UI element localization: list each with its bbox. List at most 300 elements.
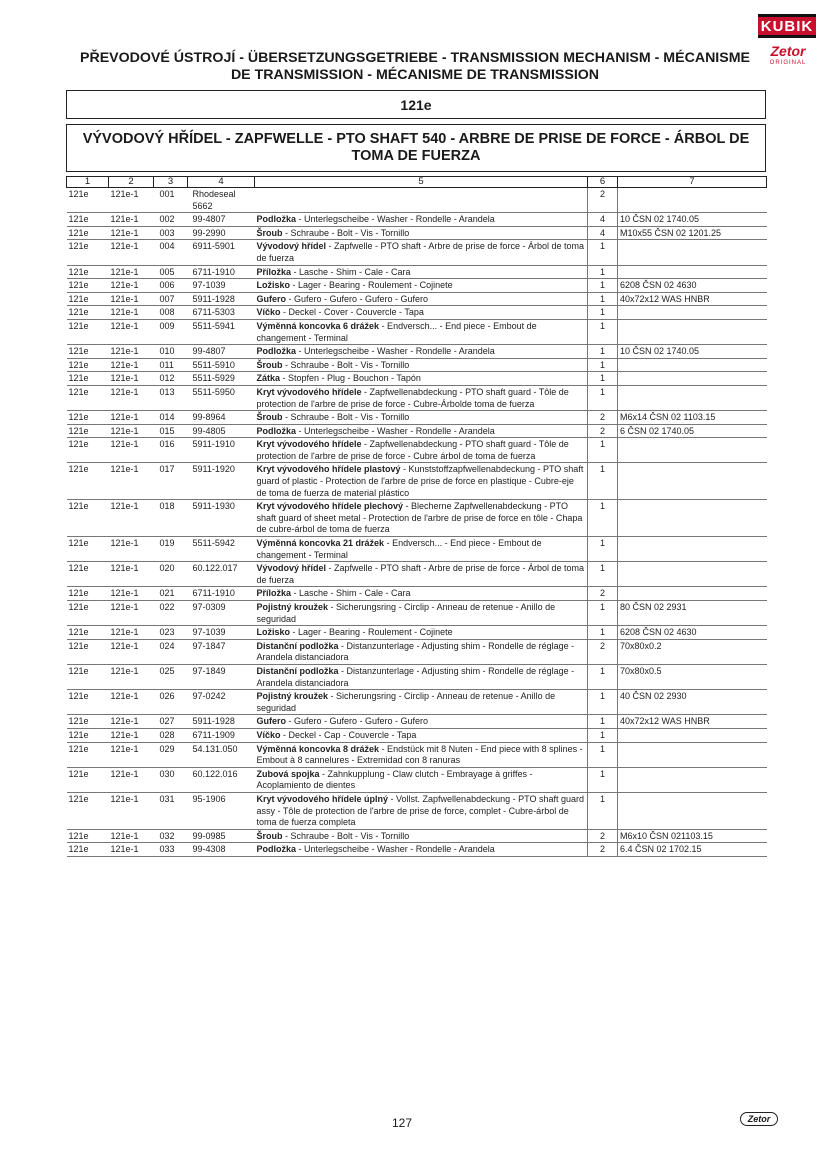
table-row [67,715,767,729]
quantity-cell: 1 [588,292,618,306]
description-text: - Zapfwellenabdeckung - PTO shaft guard - Tôle de protection de l'arbre de prise de force - Cubre-Árbolde toma de fuerza [256,386,569,409]
table-row [67,463,767,500]
position-cell: 017 [154,463,188,500]
part-number-cell: 6911-5901 [188,240,255,265]
description-bold: Víčko [256,307,281,318]
subgroup-cell: 121e-1 [109,843,154,857]
quantity-cell: 1 [588,728,618,742]
group-cell: 121e [67,463,109,500]
part-number-cell: 6711-1910 [188,587,255,601]
group-subtitle: VÝVODOVÝ HŘÍDEL - ZAPFWELLE - PTO SHAFT 540 - ARBRE DE PRISE DE FORCE - ÁRBOL DE TOMA DE FUERZA [66,124,766,172]
position-cell: 025 [154,664,188,689]
table-row [67,358,767,372]
note-cell [618,792,767,829]
subgroup-cell: 121e-1 [109,587,154,601]
footer-zetor-logo: Zetor [740,1112,778,1126]
description-text: - Sicherungsring - Circlip - Anneau de retenue - Anillo de seguridad [256,602,556,624]
position-cell: 009 [154,319,188,344]
table-row [67,411,767,425]
description-bold: Vývodový hřídel [256,241,327,252]
position-cell: 029 [154,742,188,767]
quantity-cell: 2 [588,829,618,843]
note-cell [618,306,767,320]
position-cell: 019 [154,537,188,562]
description-bold: Víčko [256,729,281,740]
description-bold: Zátka [256,373,281,384]
note-cell: 6 ČSN 02 1740.05 [618,424,767,438]
description-cell [255,306,588,320]
subgroup-cell: 121e-1 [109,537,154,562]
table-row [67,292,767,306]
part-number-cell: 60.122.017 [188,562,255,587]
group-cell: 121e [67,742,109,767]
subgroup-cell: 121e-1 [109,226,154,240]
description-cell [255,664,588,689]
position-cell: 020 [154,562,188,587]
subgroup-cell: 121e-1 [109,188,154,213]
position-cell: 031 [154,792,188,829]
description-text: - Deckel - Cap - Couvercle - Tapa [280,729,417,740]
group-cell: 121e [67,601,109,626]
description-cell [255,424,588,438]
subgroup-cell: 121e-1 [109,424,154,438]
description-bold: Ložisko [256,627,291,638]
note-cell [618,265,767,279]
description-cell [255,188,588,213]
note-cell [618,240,767,265]
group-cell: 121e [67,424,109,438]
description-cell [255,601,588,626]
description-cell [255,345,588,359]
position-cell: 014 [154,411,188,425]
table-header [67,177,767,188]
column-header: 4 [188,177,255,188]
subgroup-cell: 121e-1 [109,601,154,626]
group-cell: 121e [67,562,109,587]
subgroup-cell: 121e-1 [109,411,154,425]
table-row [67,226,767,240]
part-number-cell: 99-4807 [188,213,255,227]
table-row [67,601,767,626]
table-row [67,265,767,279]
part-number-cell: 5911-1930 [188,500,255,537]
group-cell: 121e [67,639,109,664]
position-cell: 027 [154,715,188,729]
part-number-cell: 99-2990 [188,226,255,240]
description-bold: Ložisko [256,280,291,291]
table-row [67,792,767,829]
position-cell: 016 [154,438,188,463]
subgroup-cell: 121e-1 [109,306,154,320]
subgroup-cell: 121e-1 [109,240,154,265]
subgroup-cell: 121e-1 [109,690,154,715]
group-cell: 121e [67,411,109,425]
group-cell: 121e [67,500,109,537]
position-cell: 004 [154,240,188,265]
description-bold: Gufero [256,716,287,727]
description-text: - Lasche - Shim - Cale - Cara [291,588,411,599]
group-cell: 121e [67,240,109,265]
description-text: - Gufero - Gufero - Gufero - Gufero [286,293,429,304]
note-cell [618,537,767,562]
group-cell: 121e [67,728,109,742]
part-number-cell: 5911-1928 [188,715,255,729]
table-row [67,213,767,227]
parts-table [66,176,767,857]
subgroup-cell: 121e-1 [109,463,154,500]
subgroup-cell: 121e-1 [109,265,154,279]
group-cell: 121e [67,319,109,344]
table-row [67,500,767,537]
subgroup-cell: 121e-1 [109,358,154,372]
description-text: - Schraube - Bolt - Vis - Tornillo [282,412,410,423]
column-header: 2 [109,177,154,188]
group-cell: 121e [67,767,109,792]
quantity-cell: 4 [588,226,618,240]
subgroup-cell: 121e-1 [109,562,154,587]
position-cell: 018 [154,500,188,537]
group-cell: 121e [67,306,109,320]
position-cell: 010 [154,345,188,359]
quantity-cell: 1 [588,306,618,320]
description-bold: Výměnná koncovka 6 drážek [256,320,380,331]
subgroup-cell: 121e-1 [109,372,154,386]
position-cell: 011 [154,358,188,372]
part-number-cell: 97-0242 [188,690,255,715]
description-cell [255,411,588,425]
column-header: 6 [588,177,618,188]
description-text: - Unterlegscheibe - Washer - Rondelle - Arandela [296,214,495,225]
description-text: - Stopfen - Plug - Bouchon - Tapón [280,373,421,384]
position-cell: 024 [154,639,188,664]
note-cell [618,438,767,463]
group-cell: 121e [67,213,109,227]
quantity-cell: 1 [588,664,618,689]
group-cell: 121e [67,792,109,829]
description-bold: Šroub [256,830,283,841]
subgroup-cell: 121e-1 [109,385,154,410]
column-header: 3 [154,177,188,188]
description-cell [255,639,588,664]
table-row [67,385,767,410]
table-row [67,728,767,742]
table-row [67,639,767,664]
description-bold: Vývodový hřídel [256,563,327,574]
part-number-cell: 99-4308 [188,843,255,857]
description-bold: Distanční podložka [256,665,339,676]
quantity-cell: 2 [588,424,618,438]
position-cell: 030 [154,767,188,792]
description-text: - Zapfwelle - PTO shaft - Arbre de prise de force - Árbol de toma de fuerza [256,241,584,263]
description-cell [255,537,588,562]
table-row [67,438,767,463]
description-text: - Unterlegscheibe - Washer - Rondelle - Arandela [296,425,495,436]
part-number-cell: 5511-5941 [188,319,255,344]
table-row [67,829,767,843]
description-cell [255,319,588,344]
note-cell [618,728,767,742]
description-cell [255,792,588,829]
description-text: - Endversch... - End piece - Embout de changement - Terminal [256,320,537,343]
description-cell [255,843,588,857]
position-cell: 028 [154,728,188,742]
description-bold: Příložka [256,266,292,277]
description-cell [255,728,588,742]
subgroup-cell: 121e-1 [109,792,154,829]
position-cell: 003 [154,226,188,240]
description-text: - Kunststoffzapfwellenabdeckung - PTO shaft guard of plastic - Protection de l'arbre de prise de force en plastique - Cubre-eje de toma de fuerza de material plástico [256,464,584,498]
note-cell: 10 ČSN 02 1740.05 [618,345,767,359]
table-row [67,690,767,715]
table-row [67,537,767,562]
group-cell: 121e [67,626,109,640]
group-cell: 121e [67,265,109,279]
subgroup-cell: 121e-1 [109,715,154,729]
part-number-cell: 6711-1909 [188,728,255,742]
position-cell: 005 [154,265,188,279]
quantity-cell: 2 [588,411,618,425]
description-bold: Pojistný kroužek [256,602,329,612]
quantity-cell: 1 [588,767,618,792]
subgroup-cell: 121e-1 [109,279,154,293]
quantity-cell: 1 [588,626,618,640]
table-row [67,188,767,213]
note-cell [618,767,767,792]
description-cell [255,742,588,767]
part-number-cell: 6711-5303 [188,306,255,320]
part-number-cell: 97-1039 [188,626,255,640]
note-cell [618,319,767,344]
quantity-cell: 4 [588,213,618,227]
description-cell [255,438,588,463]
page-title: PŘEVODOVÉ ÚSTROJÍ - ÜBERSETZUNGSGETRIEBE - TRANSMISSION MECHANISM - MÉCANISME DE TRANSMISSION - MÉCANISME DE TRANSMISSION [79,50,750,83]
part-number-cell: 97-1849 [188,664,255,689]
note-cell: 40x72x12 WAS HNBR [618,715,767,729]
part-number-cell: 5511-5929 [188,372,255,386]
note-cell: M6x10 ČSN 021103.15 [618,829,767,843]
quantity-cell: 1 [588,345,618,359]
description-cell [255,213,588,227]
note-cell [618,385,767,410]
part-number-cell: 99-0985 [188,829,255,843]
column-header: 7 [618,177,767,188]
position-cell: 001 [154,188,188,213]
description-bold: Výměnná koncovka 8 drážek [256,743,380,754]
part-number-cell: 99-8964 [188,411,255,425]
group-cell: 121e [67,385,109,410]
description-bold: Kryt vývodového hřídele úplný [256,793,389,804]
description-cell [255,240,588,265]
description-text: - Lager - Bearing - Roulement - Cojinete [290,280,453,291]
quantity-cell: 2 [588,587,618,601]
group-cell: 121e [67,279,109,293]
subgroup-cell: 121e-1 [109,292,154,306]
quantity-cell: 1 [588,715,618,729]
group-cell: 121e [67,292,109,306]
quantity-cell: 1 [588,601,618,626]
table-row [67,424,767,438]
description-bold: Distanční podložka [256,640,339,651]
table-row [67,664,767,689]
description-cell [255,292,588,306]
description-bold: Šroub [256,359,283,370]
description-text: - Schraube - Bolt - Vis - Tornillo [282,359,410,370]
part-number-cell: 99-4807 [188,345,255,359]
note-cell: 40x72x12 WAS HNBR [618,292,767,306]
quantity-cell: 1 [588,438,618,463]
table-row [67,372,767,386]
part-number-cell: 97-0309 [188,601,255,626]
description-cell [255,279,588,293]
description-cell [255,829,588,843]
group-code: 121e [66,90,766,119]
group-cell: 121e [67,664,109,689]
quantity-cell: 1 [588,358,618,372]
description-bold: Podložka [256,214,297,225]
quantity-cell: 1 [588,562,618,587]
part-number-cell: 5911-1910 [188,438,255,463]
description-cell [255,562,588,587]
description-bold: Pojistný kroužek [256,691,329,702]
part-number-cell: 5511-5942 [188,537,255,562]
page-number: 127 [392,1116,413,1130]
group-cell: 121e [67,438,109,463]
part-number-cell: Rhodeseal 5662 [188,188,255,213]
description-text: - Endstück mit 8 Nuten - End piece with 8 splines - Embout à 8 cannelures - Extremidad con 8 ranuras [256,743,583,766]
subgroup-cell: 121e-1 [109,664,154,689]
description-text: - Schraube - Bolt - Vis - Tornillo [282,227,410,238]
description-text: - Vollst. Zapfwellenabdeckung - PTO shaft guard assy - Tôle de protection de l'arbre de prise de force, complet - Cubre-árbol de toma de fuerza completa [256,793,584,828]
description-text: - Zapfwelle - PTO shaft - Arbre de prise de force - Árbol de toma de fuerza [256,563,584,585]
quantity-cell: 1 [588,690,618,715]
note-cell: M10x55 ČSN 02 1201.25 [618,226,767,240]
description-bold: Kryt vývodového hřídele [256,439,362,450]
subgroup-cell: 121e-1 [109,438,154,463]
part-number-cell: 5911-1928 [188,292,255,306]
table-row [67,587,767,601]
table-row [67,306,767,320]
subgroup-cell: 121e-1 [109,728,154,742]
note-cell: 70x80x0.2 [618,639,767,664]
description-cell [255,767,588,792]
description-text: - Unterlegscheibe - Washer - Rondelle - Arandela [296,346,495,357]
description-text: - Distanzunterlage - Adjusting shim - Rondelle de réglage - Arandela distanciadora [256,665,575,688]
description-cell [255,385,588,410]
position-cell: 012 [154,372,188,386]
quantity-cell: 1 [588,240,618,265]
description-text: - Gufero - Gufero - Gufero - Gufero [286,716,429,727]
subgroup-cell: 121e-1 [109,767,154,792]
quantity-cell: 2 [588,188,618,213]
note-cell: 6208 ČSN 02 4630 [618,279,767,293]
table-row [67,240,767,265]
kubik-logo: KUBIK [758,14,816,38]
column-header: 5 [255,177,588,188]
part-number-cell: 99-4805 [188,424,255,438]
subgroup-cell: 121e-1 [109,639,154,664]
note-cell [618,358,767,372]
description-cell [255,226,588,240]
description-bold: Šroub [256,227,283,238]
position-cell: 015 [154,424,188,438]
description-bold: Kryt vývodového hřídele plastový [256,464,401,475]
note-cell [618,372,767,386]
description-bold: Podložka [256,844,297,855]
position-cell: 023 [154,626,188,640]
position-cell: 002 [154,213,188,227]
position-cell: 006 [154,279,188,293]
quantity-cell: 2 [588,639,618,664]
zetor-logo: Zetor [770,43,806,59]
description-text: - Lasche - Shim - Cale - Cara [291,266,411,277]
description-text: - Blecherne Zapfwellenabdeckung - PTO shaft guard of sheet metal - Protection de l'arbre de prise de force en tôle - Chapa de cubre-árbol de toma de fuerza [256,501,583,535]
group-cell: 121e [67,587,109,601]
note-cell [618,463,767,500]
part-number-cell: 95-1906 [188,792,255,829]
group-cell: 121e [67,690,109,715]
group-cell: 121e [67,843,109,857]
position-cell: 021 [154,587,188,601]
position-cell: 032 [154,829,188,843]
note-cell [618,500,767,537]
description-text: - Endversch... - End piece - Embout de changement - Terminal [256,538,542,560]
description-text: - Schraube - Bolt - Vis - Tornillo [282,830,410,841]
table-row [67,562,767,587]
note-cell [618,742,767,767]
subgroup-cell: 121e-1 [109,829,154,843]
quantity-cell: 1 [588,279,618,293]
note-cell: 6208 ČSN 02 4630 [618,626,767,640]
description-bold: Šroub [256,412,283,423]
table-row [67,742,767,767]
zetor-logo-sub: ORIGINAL [769,60,807,66]
description-text: - Zapfwellenabdeckung - PTO shaft guard - Tôle de protection de l'arbre de prise de force - Cubre árbol de toma de fuerza [256,439,569,461]
part-number-cell: 5511-5950 [188,385,255,410]
description-cell [255,690,588,715]
quantity-cell: 2 [588,843,618,857]
position-cell: 033 [154,843,188,857]
description-cell [255,626,588,640]
part-number-cell: 97-1039 [188,279,255,293]
note-cell [618,587,767,601]
group-cell: 121e [67,537,109,562]
group-cell: 121e [67,715,109,729]
group-cell: 121e [67,372,109,386]
part-number-cell: 97-1847 [188,639,255,664]
description-bold: Kryt vývodového hřídele plechový [256,501,404,512]
part-number-cell: 5511-5910 [188,358,255,372]
subgroup-cell: 121e-1 [109,345,154,359]
note-cell: 6.4 ČSN 02 1702.15 [618,843,767,857]
quantity-cell: 1 [588,463,618,500]
table-row [67,843,767,857]
note-cell [618,188,767,213]
quantity-cell: 1 [588,537,618,562]
description-cell [255,358,588,372]
description-cell [255,372,588,386]
description-text: - Zahnkupplung - Claw clutch - Embrayage à griffes - Acoplamiento de dientes [256,768,533,791]
description-text: - Lager - Bearing - Roulement - Cojinete [290,627,453,638]
group-cell: 121e [67,188,109,213]
group-cell: 121e [67,226,109,240]
description-bold: Podložka [256,346,297,357]
table-row [67,279,767,293]
description-text: - Deckel - Cover - Couvercle - Tapa [280,307,424,318]
subgroup-cell: 121e-1 [109,319,154,344]
position-cell: 022 [154,601,188,626]
description-text: - Distanzunterlage - Adjusting shim - Rondelle de réglage - Arandela distanciadora [256,640,575,663]
note-cell: M6x14 ČSN 02 1103.15 [618,411,767,425]
